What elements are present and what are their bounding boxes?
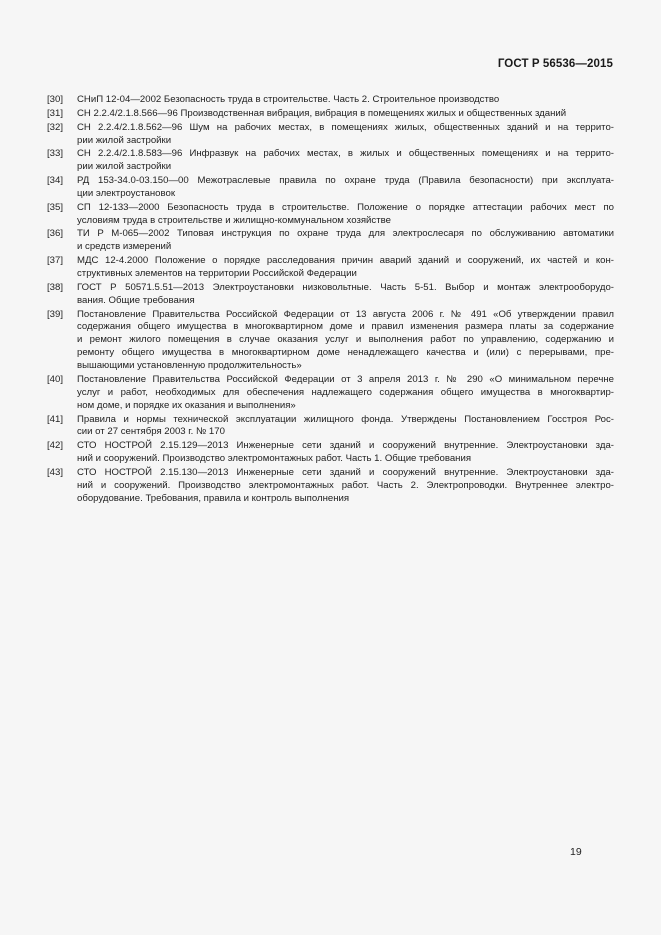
bibliography-entry: [47, 122, 614, 148]
entry-number: [30]: [47, 94, 64, 105]
entry-line: ний и сооружений. Производство электромонтажных работ. Часть 2. Электропроводки. Внутреннее электро-: [77, 479, 614, 491]
bibliography-list: [47, 94, 614, 507]
entry-line: СТО НОСТРОЙ 2.15.129—2013 Инженерные сети зданий и сооружений внутренние. Электроустановки зда-: [77, 440, 614, 452]
entry-line: услуг и работ, необходимых для обеспечения надлежащего содержания общего имущества в многоквартир-: [77, 386, 614, 398]
entry-text: [77, 108, 614, 121]
entry-line: СН 2.2.4/2.1.8.583—96 Инфразвук на рабочих местах, в жилых и общественных помещениях и на террито-: [77, 148, 614, 160]
entry-line: ном доме, и порядке их оказания и выполнения»: [77, 399, 296, 411]
entry-number: [33]: [47, 148, 64, 160]
entry-line: ний и сооружений. Производство электромонтажных работ. Часть 1. Общие требования: [77, 453, 472, 465]
bibliography-entry: [47, 94, 614, 107]
bibliography-entry: [47, 228, 614, 254]
bibliography-entry: [47, 108, 614, 121]
entry-text: [77, 255, 614, 281]
entry-number: [38]: [47, 281, 64, 293]
entry-line: вания. Общие требования: [77, 294, 195, 306]
bibliography-entry: [47, 467, 614, 506]
entry-line: Постановление Правительства Российской Федерации от 13 августа 2006 г. № 491 «Об утверждении правил: [77, 308, 614, 320]
entry-text: [77, 202, 614, 228]
page-number: 19: [570, 846, 582, 858]
bibliography-entry: [47, 282, 614, 308]
entry-line: СНиП 12-04—2002 Безопасность труда в строительстве. Часть 2. Строительное производство: [77, 94, 500, 105]
entry-number: [32]: [47, 121, 64, 133]
entry-line: РД 153-34.0-03.150—00 Межотраслевые правила по охране труда (Правила безопасности) при эксплуата-: [77, 175, 614, 186]
entry-number: [43]: [47, 466, 64, 478]
bibliography-entry: [47, 175, 614, 201]
entry-text: [77, 228, 614, 254]
entry-number: [37]: [47, 255, 64, 267]
entry-line: Постановление Правительства Российской Федерации от 3 апреля 2013 г. № 290 «О минимальном перечне: [77, 373, 614, 385]
entry-line: СН 2.2.4/2.1.8.566—96 Производственная вибрация, вибрация в помещениях жилых и общественных зданий: [77, 107, 567, 119]
entry-line: и ремонт жилого помещения в случае оказания услуг и выполнения работ по управлению, содержанию и: [77, 334, 614, 346]
entry-number: [31]: [47, 107, 64, 119]
bibliography-entry: [47, 148, 614, 174]
entry-number: [41]: [47, 413, 64, 425]
document-header-id: ГОСТ Р 56536—2015: [497, 58, 613, 70]
entry-text: [77, 414, 614, 440]
entry-line: и средств измерений: [77, 241, 172, 253]
entry-number: [39]: [47, 308, 64, 320]
entry-text: [77, 122, 614, 148]
bibliography-entry: [47, 309, 614, 374]
bibliography-entry: [47, 255, 614, 281]
entry-line: ремонту общего имущества в многоквартирном доме ненадлежащего качества и (или) с перерывами, пре-: [77, 347, 614, 359]
entry-number: [35]: [47, 201, 64, 213]
entry-line: ГОСТ Р 50571.5.51—2013 Электроустановки низковольтные. Часть 5-51. Выбор и монтаж электрооборудо-: [77, 281, 614, 293]
bibliography-entry: [47, 440, 614, 466]
entry-line: ции электроустановок: [77, 187, 176, 199]
entry-line: структивных элементов на территории Российской Федерации: [77, 268, 357, 280]
entry-line: условиям труда в строительстве и жилищно-коммунальном хозяйстве: [77, 214, 391, 226]
entry-text: [77, 374, 614, 413]
entry-text: [77, 175, 614, 201]
bibliography-entry: [47, 202, 614, 228]
entry-line: рии жилой застройки: [77, 161, 172, 173]
entry-text: [77, 309, 614, 374]
entry-line: оборудование. Требования, правила и контроль выполнения: [77, 492, 350, 504]
entry-line: ТИ Р М-065—2002 Типовая инструкция по охране труда для электрослесаря по обслуживанию автоматики: [77, 228, 614, 240]
entry-line: СП 12-133—2000 Безопасность труда в строительстве. Положение о порядке аттестации рабочих мест по: [77, 201, 614, 213]
bibliography-entry: [47, 414, 614, 440]
bibliography-entry: [47, 374, 614, 413]
entry-number: [34]: [47, 175, 64, 186]
entry-line: сии от 27 сентября 2003 г. № 170: [77, 426, 225, 438]
entry-text: [77, 94, 614, 107]
entry-text: [77, 467, 614, 506]
entry-line: СТО НОСТРОЙ 2.15.130—2013 Инженерные сети зданий и сооружений внутренние. Электроустановки зда-: [77, 466, 614, 478]
entry-text: [77, 440, 614, 466]
entry-text: [77, 282, 614, 308]
entry-line: содержания общего имущества в многоквартирном доме и правил изменения размера платы за содержание: [77, 321, 614, 333]
entry-line: СН 2.2.4/2.1.8.562—96 Шум на рабочих местах, в помещениях жилых, общественных зданий и на террито-: [77, 121, 614, 133]
entry-number: [40]: [47, 373, 64, 385]
entry-line: вышающими установленную продолжительность»: [77, 360, 302, 372]
entry-line: рии жилой застройки: [77, 134, 172, 146]
entry-line: Правила и нормы технической эксплуатации жилищного фонда. Утверждены Постановлением Госстроя Рос-: [77, 413, 614, 425]
entry-line: МДС 12-4.2000 Положение о порядке расследования причин аварий зданий и сооружений, их частей и кон-: [77, 255, 614, 267]
entry-number: [36]: [47, 228, 64, 240]
entry-number: [42]: [47, 440, 64, 452]
entry-text: [77, 148, 614, 174]
